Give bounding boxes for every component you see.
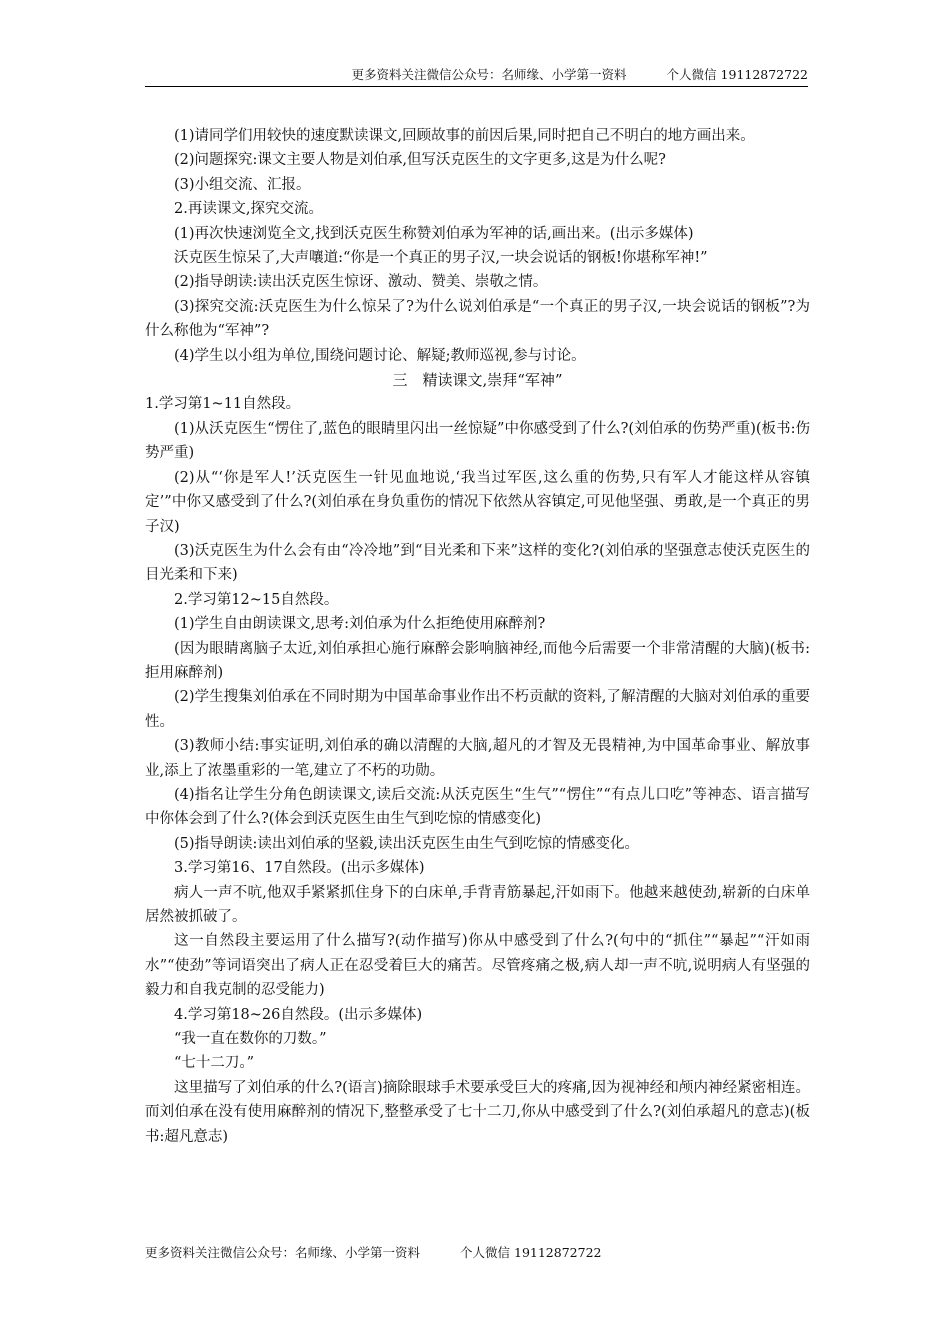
quote-paragraph: “我一直在数你的刀数。” (174, 1031, 327, 1048)
paragraph: (3)教师小结:事实证明,刘伯承的确以清醒的大脑,超凡的才智及无畏精神,为中国革命事业、解放事业,添上了浓墨重彩的一笔,建立了不朽的功勋。 (145, 738, 810, 779)
paragraph: (因为眼睛离脑子太近,刘伯承担心施行麻醉会影响脑神经,而他今后需要一个非常清醒的大脑)(板书:拒用麻醉剂) (145, 640, 810, 681)
paragraph: 2.再读课文,探究交流。 (174, 201, 323, 218)
paragraph: 这一自然段主要运用了什么描写?(动作描写)你从中感受到了什么?(句中的“抓住”“暴起”“汗如雨水”“使劲”等词语突出了病人正在忍受着巨大的痛苦。尽管疼痛之极,病人却一声不吭,说明病人有坚强的毅力和自我克制的忍受能力) (145, 933, 810, 999)
paragraph: (2)学生搜集刘伯承在不同时期为中国革命事业作出不朽贡献的资料,了解清醒的大脑对刘伯承的重要性。 (145, 689, 810, 730)
document-body (145, 124, 810, 1149)
header-contact: 个人微信 19112872722 (666, 67, 808, 82)
paragraph: 4.学习第18~26自然段。(出示多媒体) (174, 1006, 423, 1023)
paragraph: (4)学生以小组为单位,围绕问题讨论、解疑;教师巡视,参与讨论。 (174, 347, 586, 364)
footer-contact: 个人微信 19112872722 (460, 1245, 602, 1260)
quote-paragraph: “七十二刀。” (174, 1055, 255, 1072)
paragraph: (2)从“‘你是军人!’沃克医生一针见血地说,‘我当过军医,这么重的伤势,只有军人才能这样从容镇定’”中你又感受到了什么?(刘伯承在身负重伤的情况下依然从容镇定,可见他坚强、勇敢,是一个真正的男子汉) (145, 469, 810, 535)
paragraph: (3)小组交流、汇报。 (174, 176, 311, 193)
paragraph: (3)沃克医生为什么会有由“冷冷地”到“目光柔和下来”这样的变化?(刘伯承的坚强意志使沃克医生的目光柔和下来) (145, 542, 810, 584)
paragraph: 1.学习第1~11自然段。 (145, 396, 301, 413)
paragraph: (3)探究交流:沃克医生为什么惊呆了?为什么说刘伯承是“一个真正的男子汉,一块会说话的钢板”?为什么称他为“军神”? (145, 298, 810, 340)
paragraph: (1)从沃克医生“愣住了,蓝色的眼睛里闪出一丝惊疑”中你感受到了什么?(刘伯承的伤势严重)(板书:伤势严重) (145, 420, 810, 462)
header-divider (145, 86, 808, 87)
header-text: 更多资料关注微信公众号：名师缘、小学第一资料 (351, 67, 627, 82)
paragraph: 3.学习第16、17自然段。(出示多媒体) (174, 860, 425, 877)
paragraph: 2.学习第12~15自然段。 (174, 591, 339, 608)
quote-paragraph: 病人一声不吭,他双手紧紧抓住身下的白床单,手背青筋暴起,汗如雨下。他越来越使劲,崭新的白床单居然被抓破了。 (145, 884, 810, 925)
quote-paragraph: 沃克医生惊呆了,大声嚷道:“你是一个真正的男子汉,一块会说话的钢板!你堪称军神!” (174, 250, 708, 267)
paragraph: (2)问题探究:课文主要人物是刘伯承,但写沃克医生的文字更多,这是为什么呢? (174, 152, 666, 169)
page-header (145, 67, 808, 83)
paragraph: (4)指名让学生分角色朗读课文,读后交流:从沃克医生“生气”“愣住”“有点儿口吃”等神态、语言描写中你体会到了什么?(体会到沃克医生由生气到吃惊的情感变化) (145, 786, 810, 828)
paragraph: (1)再次快速浏览全文,找到沃克医生称赞刘伯承为军神的话,画出来。(出示多媒体) (174, 225, 694, 242)
paragraph: (1)学生自由朗读课文,思考:刘伯承为什么拒绝使用麻醉剂? (174, 616, 546, 633)
paragraph: (1)请同学们用较快的速度默读课文,回顾故事的前因后果,同时把自己不明白的地方画出来。 (174, 128, 755, 144)
paragraph: (5)指导朗读:读出刘伯承的坚毅,读出沃克医生由生气到吃惊的情感变化。 (174, 835, 640, 852)
paragraph: (2)指导朗读:读出沃克医生惊讶、激动、赞美、崇敬之情。 (174, 274, 548, 291)
footer-text: 更多资料关注微信公众号：名师缘、小学第一资料 (145, 1245, 421, 1260)
page-footer (145, 1245, 601, 1261)
paragraph: 这里描写了刘伯承的什么?(语言)摘除眼球手术要承受巨大的疼痛,因为视神经和颅内神经紧密相连。而刘伯承在没有使用麻醉剂的情况下,整整承受了七十二刀,你从中感受到了什么?(刘伯承超凡的意志)(板书:超凡意志) (145, 1079, 810, 1145)
section-heading: 三 精读课文,崇拜“军神” (392, 371, 563, 390)
